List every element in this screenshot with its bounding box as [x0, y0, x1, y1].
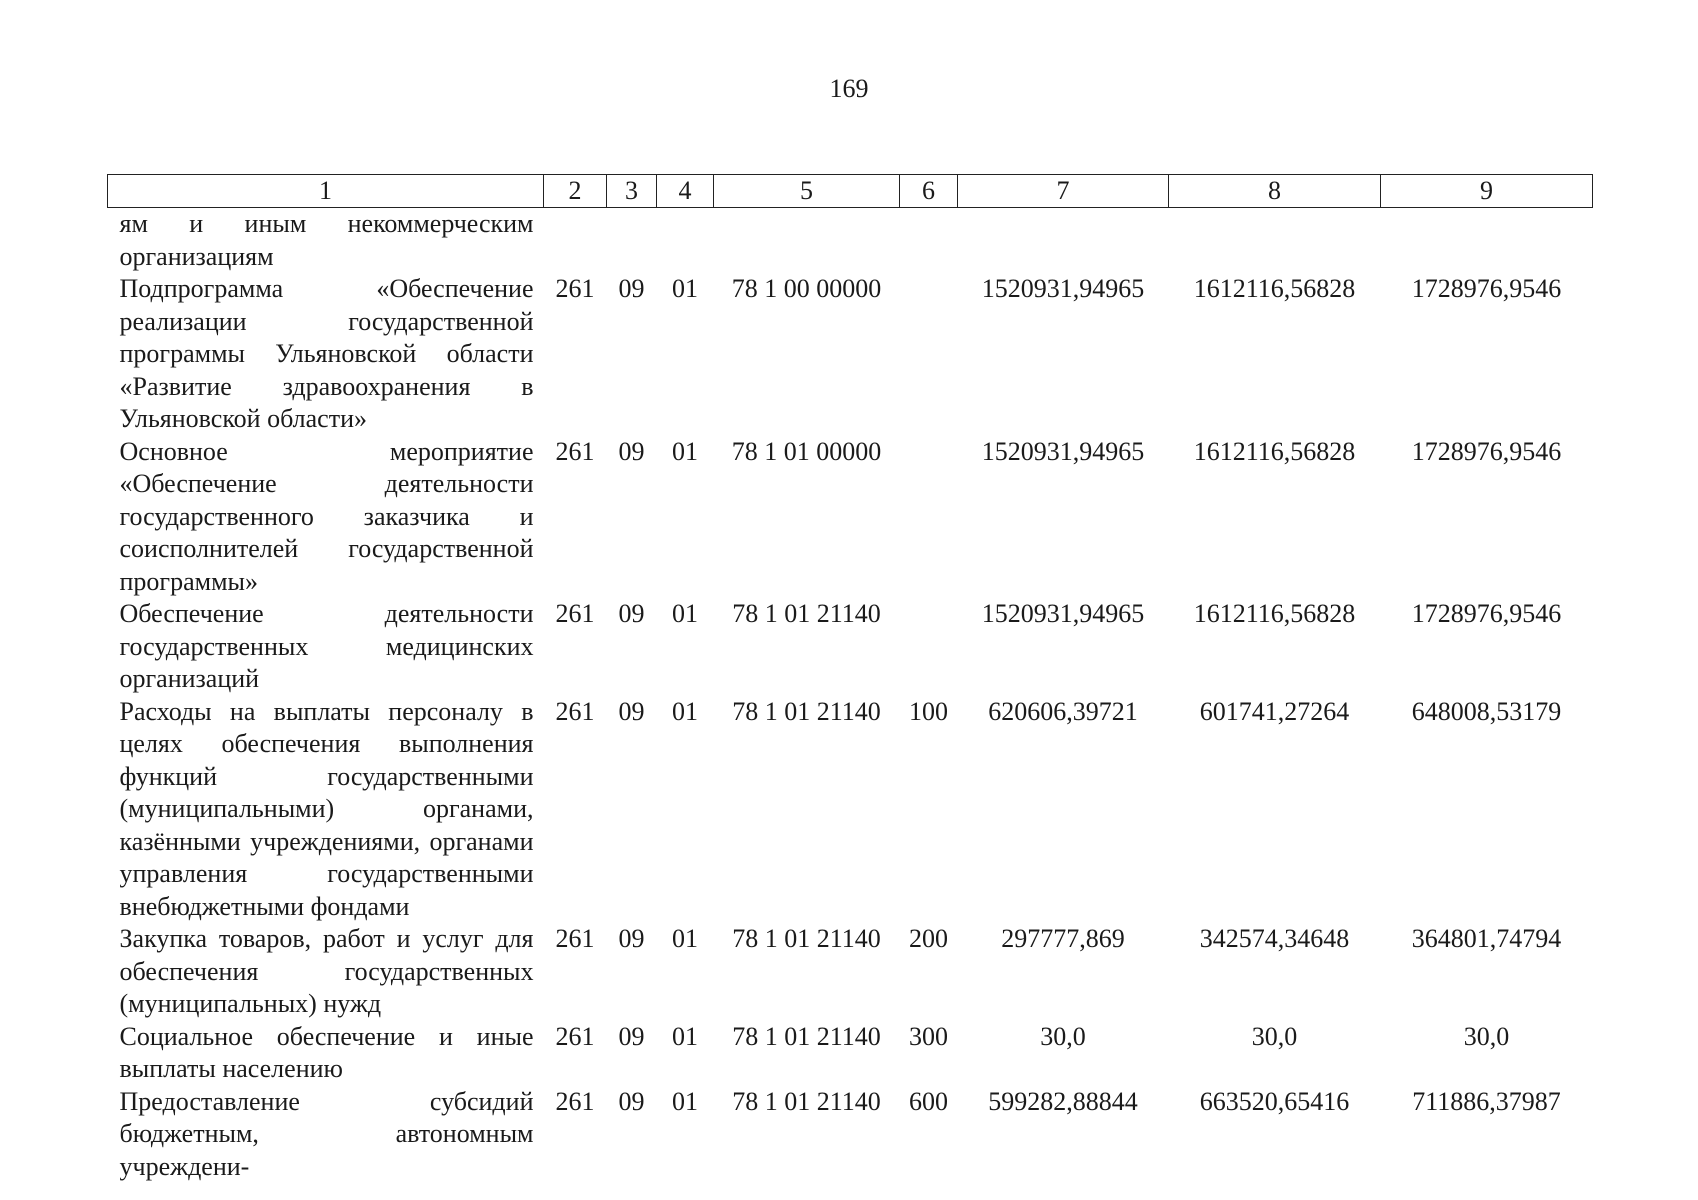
header-row — [108, 175, 1593, 208]
table-row — [108, 923, 1593, 1021]
row-subsection-code: 01 — [672, 1086, 698, 1116]
row-target-article-code — [714, 208, 900, 274]
row-subsection-code: 01 — [672, 599, 698, 628]
row-ministry-code — [544, 208, 607, 274]
header-cell-col-7: 7 — [958, 175, 1169, 208]
row-target-article-code: 78 1 01 21140 — [732, 924, 881, 953]
row-amount-col-7: 30,0 — [1040, 1021, 1086, 1051]
row-target-article-code: 78 1 01 21140 — [732, 599, 881, 628]
row-amount-col-8: 601741,27264 — [1199, 696, 1350, 726]
row-expense-type-code — [900, 208, 958, 274]
header-cell-col-5: 5 — [714, 175, 900, 208]
row-amount-col-9: 1728976,9546 — [1411, 599, 1562, 628]
row-section-code: 09 — [618, 599, 645, 628]
row-ministry-code: 261 — [555, 274, 595, 303]
row-amount-col-8 — [1169, 208, 1381, 274]
table-row — [108, 436, 1593, 599]
row-expense-type-code: 600 — [909, 1086, 948, 1116]
table-row — [108, 696, 1593, 924]
row-subsection-code: 01 — [672, 924, 698, 953]
table-header — [108, 175, 1593, 208]
header-cell-col-4: 4 — [657, 175, 714, 208]
row-section-code: 09 — [618, 1086, 645, 1116]
row-amount-col-9: 1728976,9546 — [1411, 274, 1562, 303]
row-section-code: 09 — [618, 274, 645, 303]
row-amount-col-9: 648008,53179 — [1411, 696, 1562, 726]
row-subsection-code: 01 — [672, 696, 698, 726]
table-row — [108, 598, 1593, 696]
row-section-code: 09 — [618, 1021, 645, 1051]
row-amount-col-8: 1612116,56828 — [1193, 599, 1356, 628]
row-ministry-code: 261 — [555, 696, 595, 726]
row-section-code: 09 — [618, 924, 645, 953]
row-amount-col-8: 30,0 — [1251, 1021, 1298, 1051]
row-expense-type-code: 300 — [909, 1021, 948, 1051]
header-cell-col-9: 9 — [1381, 175, 1593, 208]
page-number: 169 — [829, 74, 869, 103]
row-amount-col-9: 30,0 — [1463, 1021, 1510, 1051]
row-subsection-code: 01 — [672, 274, 698, 303]
row-target-article-code: 78 1 01 21140 — [732, 696, 881, 726]
row-amount-col-8: 1612116,56828 — [1193, 274, 1356, 303]
header-cell-col-2: 2 — [544, 175, 607, 208]
row-expense-type-code: 100 — [909, 696, 948, 726]
table-row — [108, 208, 1593, 274]
row-amount-col-7: 620606,39721 — [988, 696, 1138, 726]
row-amount-col-7: 599282,88844 — [988, 1086, 1138, 1116]
row-ministry-code: 261 — [555, 1086, 595, 1116]
row-expense-type-code — [900, 273, 958, 436]
row-amount-col-8: 663520,65416 — [1199, 1086, 1350, 1116]
row-target-article-code: 78 1 01 21140 — [732, 1086, 881, 1116]
row-amount-col-9 — [1381, 208, 1593, 274]
row-description: Обеспечение деятельности государственных медицинских организаций — [119, 599, 534, 693]
row-amount-col-8: 342574,34648 — [1199, 924, 1350, 953]
budget-table — [107, 174, 1593, 1183]
row-target-article-code: 78 1 01 21140 — [732, 1021, 881, 1051]
row-amount-col-8: 1612116,56828 — [1193, 436, 1356, 466]
row-amount-col-9: 1728976,9546 — [1411, 436, 1562, 466]
header-cell-col-8: 8 — [1169, 175, 1381, 208]
header-cell-col-6: 6 — [900, 175, 958, 208]
row-expense-type-code: 200 — [909, 924, 948, 953]
row-description: Основное мероприятие «Обеспечение деятельности государственного заказчика и соисполнителей государственной программы» — [119, 436, 534, 596]
row-target-article-code: 78 1 01 00000 — [731, 436, 882, 466]
row-section-code: 09 — [618, 436, 645, 466]
row-description: Подпрограмма «Обеспечение реализации государственной программы Ульяновской области «Развитие здравоохранения в Ульяновской области» — [119, 274, 534, 433]
row-amount-col-7: 297777,869 — [1001, 924, 1125, 953]
row-expense-type-code — [900, 598, 958, 696]
row-amount-col-7: 1520931,94965 — [981, 436, 1145, 466]
row-description: Предоставление субсидий бюджетным, автономным учреждени- — [119, 1086, 534, 1181]
row-ministry-code: 261 — [555, 599, 595, 628]
row-amount-col-7: 1520931,94965 — [981, 599, 1145, 628]
table-body — [108, 208, 1593, 1184]
row-amount-col-9: 364801,74794 — [1411, 924, 1562, 953]
row-subsection-code: 01 — [672, 436, 698, 466]
table-row — [108, 273, 1593, 436]
row-subsection-code: 01 — [672, 1021, 698, 1051]
row-ministry-code: 261 — [555, 924, 595, 953]
row-description: ям и иным некоммерческим организациям — [119, 209, 534, 271]
row-description: Закупка товаров, работ и услуг для обеспечения государственных (муниципальных) нужд — [119, 924, 534, 1018]
row-section-code: 09 — [618, 696, 645, 726]
table-row — [108, 1086, 1593, 1184]
row-expense-type-code — [900, 436, 958, 599]
row-description: Социальное обеспечение и иные выплаты населению — [119, 1021, 534, 1083]
header-cell-col-1: 1 — [108, 175, 544, 208]
row-target-article-code: 78 1 00 00000 — [731, 274, 882, 303]
row-section-code — [607, 208, 657, 274]
header-cell-col-3: 3 — [607, 175, 657, 208]
row-subsection-code — [657, 208, 714, 274]
table-row — [108, 1021, 1593, 1086]
row-description: Расходы на выплаты персоналу в целях обеспечения выполнения функций государственными (муниципальными) органами, казёнными учреждениями, органами управления государственными внебюджетными фондами — [119, 696, 534, 921]
row-ministry-code: 261 — [555, 1021, 595, 1051]
row-amount-col-9: 711886,37987 — [1412, 1086, 1561, 1116]
row-ministry-code: 261 — [555, 436, 595, 466]
row-amount-col-7 — [958, 208, 1169, 274]
row-amount-col-7: 1520931,94965 — [981, 274, 1145, 303]
